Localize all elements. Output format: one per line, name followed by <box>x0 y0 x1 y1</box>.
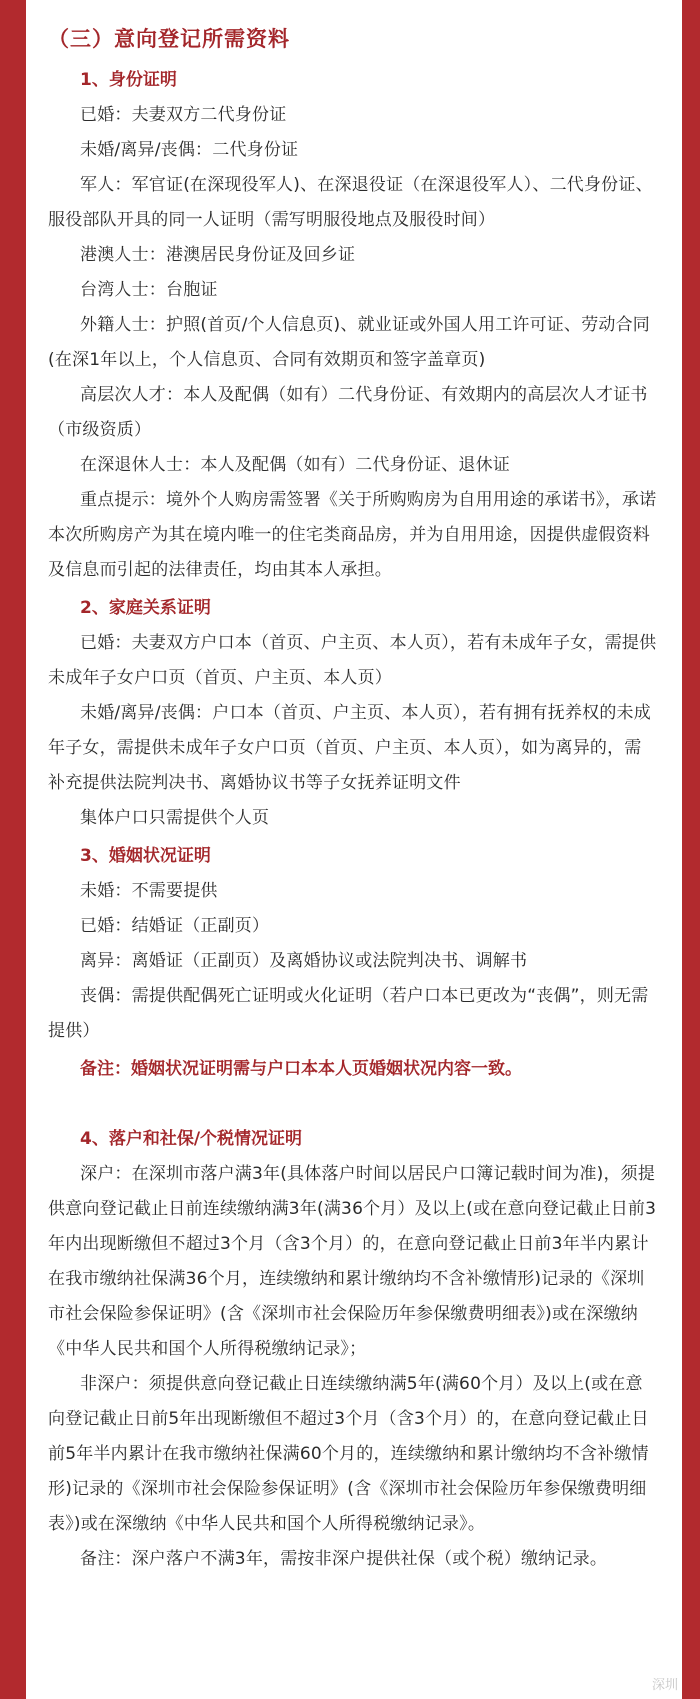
paragraph: 未婚/离异/丧偶：户口本（首页、户主页、本人页），若有拥有抚养权的未成年子女，需提供未成年子女户口页（首页、户主页、本人页），如为离异的，需补充提供法院判决书、离婚协议书等子女抚养证明文件 <box>48 703 651 793</box>
paragraph: 高层次人才：本人及配偶（如有）二代身份证、有效期内的高层次人才证书（市级资质） <box>48 385 648 440</box>
paragraph: 备注：深户落户不满3年，需按非深户提供社保（或个税）缴纳记录。 <box>80 1549 608 1569</box>
paragraph: 台湾人士：台胞证 <box>80 280 218 300</box>
paragraph: 丧偶：需提供配偶死亡证明或火化证明（若户口本已更改为“丧偶”，则无需提供） <box>48 986 649 1041</box>
watermark: 深圳 <box>651 1678 678 1693</box>
left-red-border <box>0 0 26 1699</box>
paragraph: 非深户：须提供意向登记截止日连续缴纳满5年(满60个月）及以上(或在意向登记截止日前5年出现断缴但不超过3个月（含3个月）的，在意向登记截止日前5年半内累计在我市缴纳社保满60个月的，连续缴纳和累计缴纳均不含补缴情形)记录的《深圳市社会保险参保证明》(含《深圳市社会保险历年参保缴费明细表》)或在深缴纳《中华人民共和国个人所得税缴纳记录》。 <box>48 1374 649 1534</box>
section-family <box>48 594 658 836</box>
paragraph: 深户：在深圳市落户满3年(具体落户时间以居民户口簿记载时间为准)，须提供意向登记截止日前连续缴纳满3年(满36个月）及以上(或在意向登记截止日前3年内出现断缴但不超过3个月（含3个月）的，在意向登记截止日前3年半内累计在我市缴纳社保满36个月，连续缴纳和累计缴纳均不含补缴情形)记录的《深圳市社会保险参保证明》(含《深圳市社会保险历年参保缴费明细表》)或在深缴纳《中华人民共和国个人所得税缴纳记录》； <box>48 1164 657 1359</box>
paragraph: 已婚：夫妻双方户口本（首页、户主页、本人页），若有未成年子女，需提供未成年子女户口页（首页、户主页、本人页） <box>48 633 657 688</box>
section-marriage <box>48 842 658 1085</box>
section-heading: 2、家庭关系证明 <box>80 598 211 618</box>
paragraph: 未婚/离异/丧偶：二代身份证 <box>80 140 299 160</box>
paragraph: 港澳人士：港澳居民身份证及回乡证 <box>80 245 356 265</box>
marriage-note: 备注：婚姻状况证明需与户口本本人页婚姻状况内容一致。 <box>80 1059 522 1079</box>
paragraph: 未婚：不需要提供 <box>80 881 218 901</box>
paragraph: 集体户口只需提供个人页 <box>80 808 270 828</box>
page-title: （三）意向登记所需资料 <box>48 27 290 51</box>
paragraph: 已婚：结婚证（正副页） <box>80 916 270 936</box>
section-hukou-social-security <box>48 1125 658 1577</box>
section-heading: 3、婚姻状况证明 <box>80 846 211 866</box>
paragraph: 在深退休人士：本人及配偶（如有）二代身份证、退休证 <box>80 455 510 475</box>
right-red-border <box>682 0 700 1699</box>
article-content <box>48 24 658 1577</box>
paragraph: 重点提示：境外个人购房需签署《关于所购购房为自用用途的承诺书》，承诺本次所购房产为其在境内唯一的住宅类商品房，并为自用用途，因提供虚假资料及信息而引起的法律责任，均由其本人承担。 <box>48 490 657 580</box>
paragraph: 离异：离婚证（正副页）及离婚协议或法院判决书、调解书 <box>80 951 528 971</box>
section-heading: 4、落户和社保/个税情况证明 <box>80 1129 303 1149</box>
paragraph: 外籍人士：护照(首页/个人信息页)、就业证或外国人用工许可证、劳动合同(在深1年以上，个人信息页、合同有效期页和签字盖章页) <box>48 315 650 370</box>
section-heading: 1、身份证明 <box>80 70 177 90</box>
paragraph: 已婚：夫妻双方二代身份证 <box>80 105 287 125</box>
section-identity <box>48 66 658 588</box>
paragraph: 军人：军官证(在深现役军人)、在深退役证（在深退役军人）、二代身份证、服役部队开具的同一人证明（需写明服役地点及服役时间） <box>48 175 653 230</box>
spacer <box>48 1085 658 1119</box>
